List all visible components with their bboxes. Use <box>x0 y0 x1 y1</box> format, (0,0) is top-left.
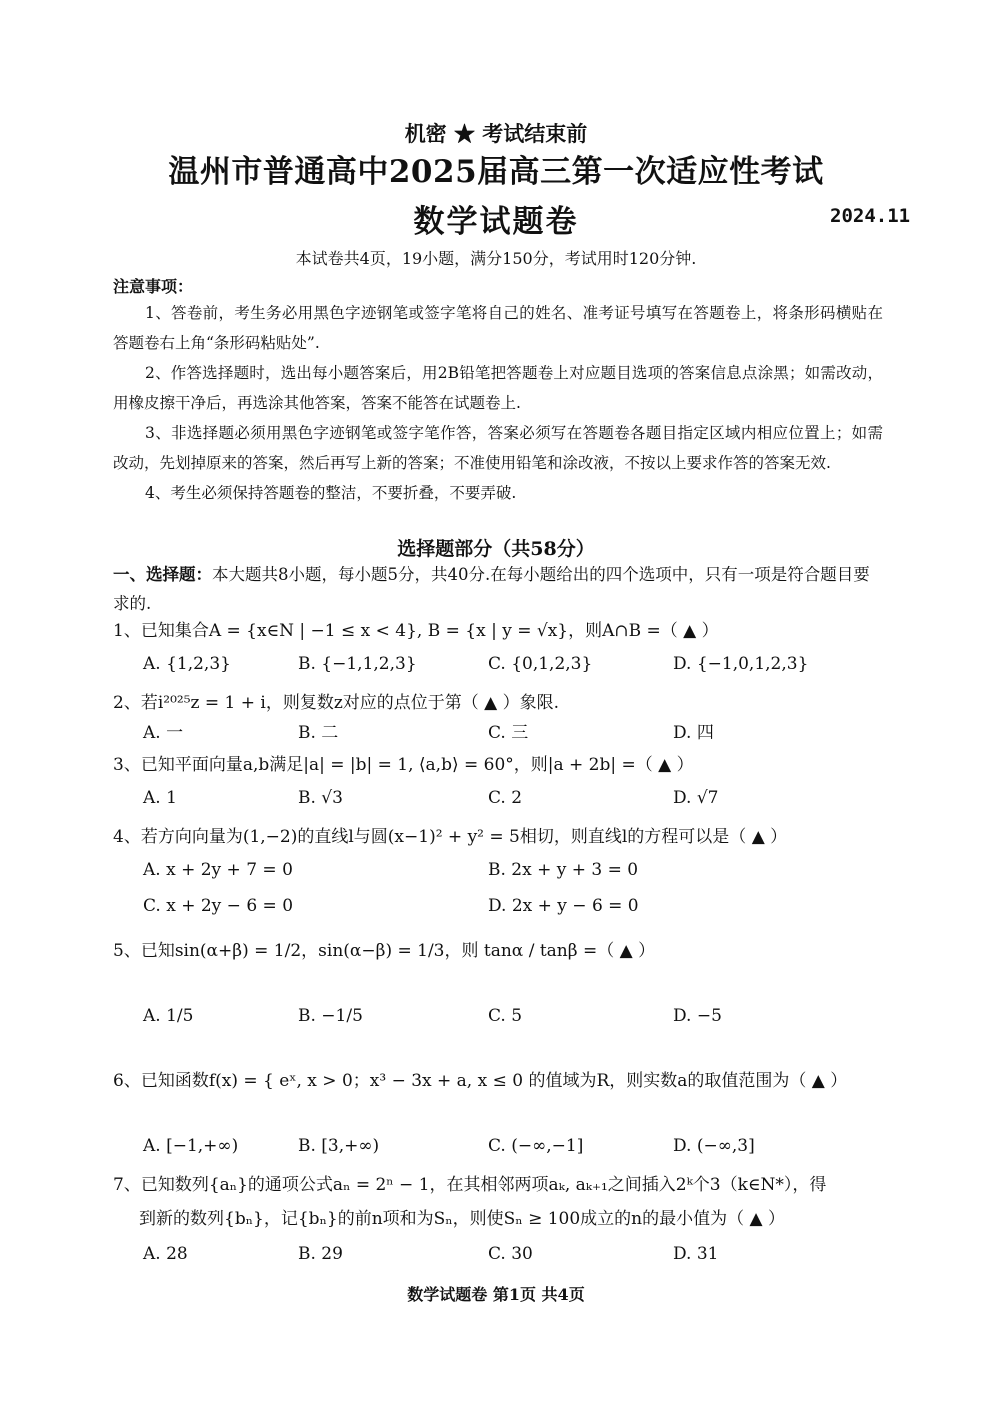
question-stem-continued: 到新的数列{bₙ}，记{bₙ}的前n项和为Sₙ，则使Sₙ ≥ 100成立的n的最小值为（ ▲ ） <box>139 1209 786 1229</box>
question-stem: 5、已知sin(α+β) = 1/2，sin(α−β) = 1/3，则 tanα / tanβ =（ ▲ ） <box>113 941 656 961</box>
option-a: A. x + 2y + 7 = 0 <box>143 860 293 880</box>
question-2 <box>113 690 888 716</box>
part-description: 本大题共8小题，每小题5分，共40分.在每小题给出的四个选项中，只有一项是符合题目要求的. <box>113 565 870 613</box>
notes-list <box>113 298 883 508</box>
exam-date: 2024.11 <box>830 205 911 227</box>
option-c: C. 5 <box>488 1006 523 1026</box>
option-d: D. (−∞,3] <box>673 1136 755 1156</box>
exam-intro: 本试卷共4页，19小题，满分150分，考试用时120分钟. <box>295 249 697 268</box>
option-b: B. [3,+∞) <box>298 1136 380 1156</box>
question-7-options <box>143 1244 863 1272</box>
option-b: B. {−1,1,2,3} <box>298 654 417 674</box>
question-stem: 3、已知平面向量a,b满足|a| = |b| = 1, ⟨a,b⟩ = 60°，则|a + 2b| =（ ▲ ） <box>113 755 694 775</box>
option-a: A. 一 <box>143 723 184 743</box>
question-5 <box>113 938 888 964</box>
question-1-options <box>143 654 863 682</box>
option-d: D. {−1,0,1,2,3} <box>673 654 809 674</box>
option-c: C. 三 <box>488 723 529 743</box>
option-a: A. 1 <box>143 788 177 808</box>
page-footer: 数学试题卷 第1页 共4页 <box>407 1285 585 1304</box>
option-a: A. {1,2,3} <box>143 654 231 674</box>
option-c: C. x + 2y − 6 = 0 <box>143 896 294 916</box>
question-5-options <box>143 1006 863 1034</box>
question-3-options <box>143 788 863 816</box>
note-item-2: 2、作答选择题时，选出每小题答案后，用2B铅笔把答题卷上对应题目选项的答案信息点涂黑；如需改动，用橡皮擦干净后，再选涂其他答案，答案不能答在试题卷上. <box>113 364 883 412</box>
option-d: D. 2x + y − 6 = 0 <box>488 896 639 916</box>
question-stem: 2、若i²⁰²⁵z = 1 + i，则复数z对应的点位于第（ ▲ ）象限. <box>113 693 560 713</box>
option-b: B. 二 <box>298 723 339 743</box>
question-stem: 4、若方向向量为(1,−2)的直线l与圆(x−1)² + y² = 5相切，则直线l的方程可以是（ ▲ ） <box>113 827 788 847</box>
option-d: D. −5 <box>673 1006 722 1026</box>
option-b: B. −1/5 <box>298 1006 363 1026</box>
part-label: 一、选择题： <box>113 565 212 584</box>
question-6-options <box>143 1136 863 1164</box>
question-1 <box>113 618 888 644</box>
option-d: D. √7 <box>673 788 719 808</box>
section-title: 选择题部分（共58分） <box>397 538 595 560</box>
question-stem: 1、已知集合A = {x∈N | −1 ≤ x < 4}, B = {x | y = √x}，则A∩B =（ ▲ ） <box>113 621 719 641</box>
notes-title: 注意事项： <box>113 277 194 296</box>
option-c: C. {0,1,2,3} <box>488 654 593 674</box>
option-a: A. 1/5 <box>143 1006 194 1026</box>
option-d: D. 四 <box>673 723 714 743</box>
option-c: C. 2 <box>488 788 523 808</box>
question-4 <box>113 824 888 850</box>
question-stem: 6、已知函数f(x) = { eˣ, x > 0；x³ − 3x + a, x ≤ 0 的值域为R，则实数a的取值范围为（ ▲ ） <box>113 1071 848 1091</box>
question-6 <box>113 1068 888 1094</box>
part-intro <box>113 560 883 618</box>
question-2-options <box>143 718 863 746</box>
question-4-options-row-1 <box>143 860 863 888</box>
option-c: C. 30 <box>488 1244 533 1264</box>
confidential-label: 机密 ★ 考试结束前 <box>404 121 588 146</box>
option-a: A. 28 <box>143 1244 188 1264</box>
option-b: B. 29 <box>298 1244 343 1264</box>
question-7 <box>113 1172 888 1232</box>
exam-title: 温州市普通高中2025届高三第一次适应性考试 <box>168 154 824 190</box>
option-b: B. √3 <box>298 788 343 808</box>
note-item-1: 1、答卷前，考生务必用黑色字迹钢笔或签字笔将自己的姓名、准考证号填写在答题卷上，将条形码横贴在答题卷右上角“条形码粘贴处”. <box>113 304 883 352</box>
option-a: A. [−1,+∞) <box>143 1136 239 1156</box>
option-d: D. 31 <box>673 1244 719 1264</box>
note-item-3: 3、非选择题必须用黑色字迹钢笔或签字笔作答，答案必须写在答题卷各题目指定区域内相应位置上；如需改动，先划掉原来的答案，然后再写上新的答案；不准使用铅笔和涂改液，不按以上要求作答的答案无效. <box>113 424 883 472</box>
note-item-4: 4、考生必须保持答题卷的整洁，不要折叠，不要弄破. <box>145 484 517 502</box>
question-4-options-row-2 <box>143 896 863 924</box>
paper-title: 数学试题卷 <box>413 204 579 240</box>
option-c: C. (−∞,−1] <box>488 1136 584 1156</box>
option-b: B. 2x + y + 3 = 0 <box>488 860 639 880</box>
question-stem: 7、已知数列{aₙ}的通项公式aₙ = 2ⁿ − 1，在其相邻两项aₖ, aₖ₊₁之间插入2ᵏ个3（k∈N*），得 <box>113 1175 827 1195</box>
question-3 <box>113 752 888 778</box>
